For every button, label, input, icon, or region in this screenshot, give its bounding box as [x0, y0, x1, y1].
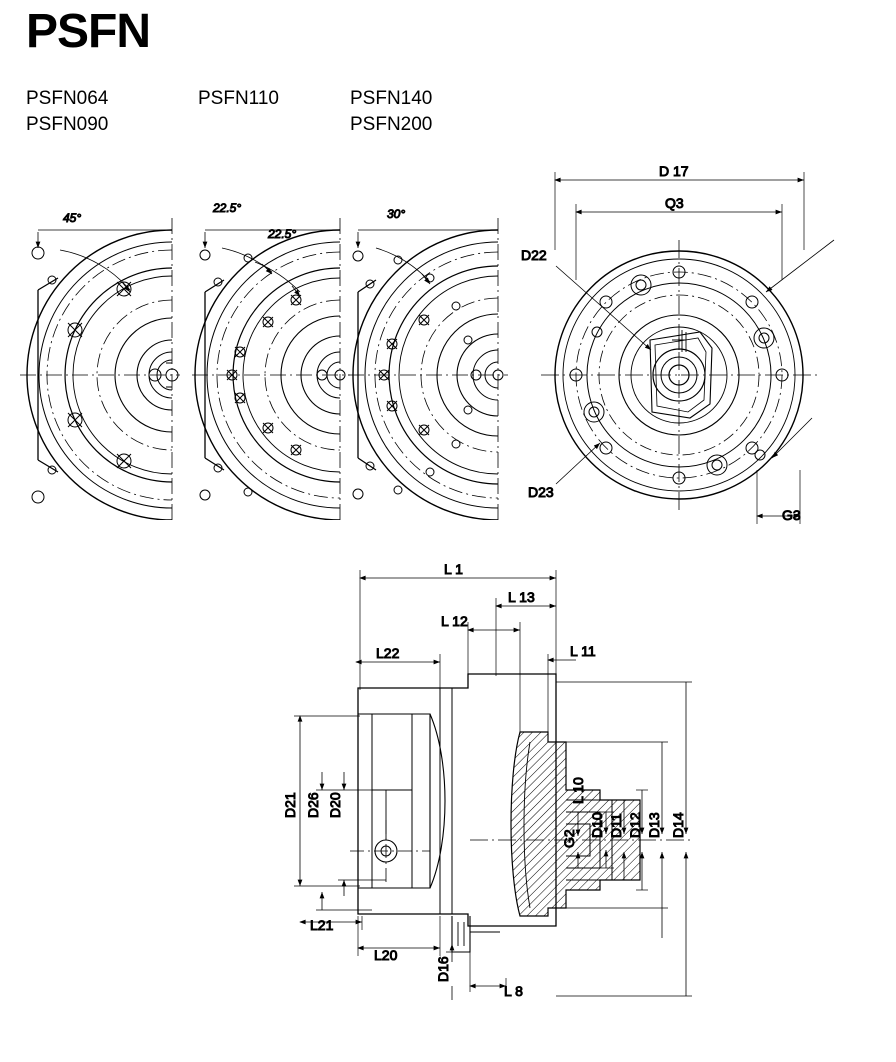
dim-label-d16: D16 — [435, 956, 451, 982]
dim-label-l22: L22 — [376, 645, 400, 661]
page-title: PSFN — [26, 5, 151, 58]
dim-label-l8: L 8 — [504, 983, 523, 999]
dim-label-d26: D26 — [305, 792, 321, 818]
dim-label-d21: D21 — [282, 792, 298, 818]
dim-label-d12: D12 — [627, 812, 643, 838]
psfn110-front-view — [192, 218, 350, 532]
model-psfn110: PSFN110 — [198, 88, 279, 109]
dim-label-l20: L20 — [374, 947, 398, 963]
model-psfn140: PSFN140 — [350, 88, 433, 109]
dim-label-d11: D11 — [608, 813, 624, 838]
dim-label-d23: D23 — [528, 484, 554, 500]
dim-label-g3: G3 — [782, 507, 801, 523]
model-psfn200: PSFN200 — [350, 114, 433, 135]
angle-label-22-5-a: 22.5° — [213, 201, 242, 215]
psfn064-090-front-view — [20, 218, 180, 532]
dim-label-d17: D 17 — [659, 163, 689, 179]
dim-label-l13: L 13 — [508, 589, 535, 605]
model-psfn090: PSFN090 — [26, 114, 109, 135]
dim-label-d14: D14 — [670, 812, 686, 838]
angle-label-30: 30° — [387, 207, 406, 221]
dim-label-d20: D20 — [327, 792, 343, 818]
angle-label-45: 45° — [63, 211, 82, 225]
psfn140-200-front-view — [348, 218, 508, 532]
dim-label-d22: D22 — [521, 247, 547, 263]
model-psfn064: PSFN064 — [26, 88, 109, 109]
rear-face-view — [541, 172, 834, 524]
cross-section-view — [294, 570, 692, 1000]
dim-label-d13: D13 — [646, 812, 662, 838]
dim-label-l11: L 11 — [570, 643, 596, 659]
angle-label-22-5-b: 22.5° — [268, 227, 297, 241]
dim-label-l10: L 10 — [570, 777, 586, 804]
dim-label-l12: L 12 — [441, 613, 468, 629]
dim-label-q3: Q3 — [665, 195, 684, 211]
dim-label-l21: L21 — [310, 917, 334, 933]
dim-label-g2: G2 — [561, 829, 577, 848]
dim-label-d10: D10 — [589, 812, 605, 838]
dim-label-l1: L 1 — [444, 561, 463, 577]
